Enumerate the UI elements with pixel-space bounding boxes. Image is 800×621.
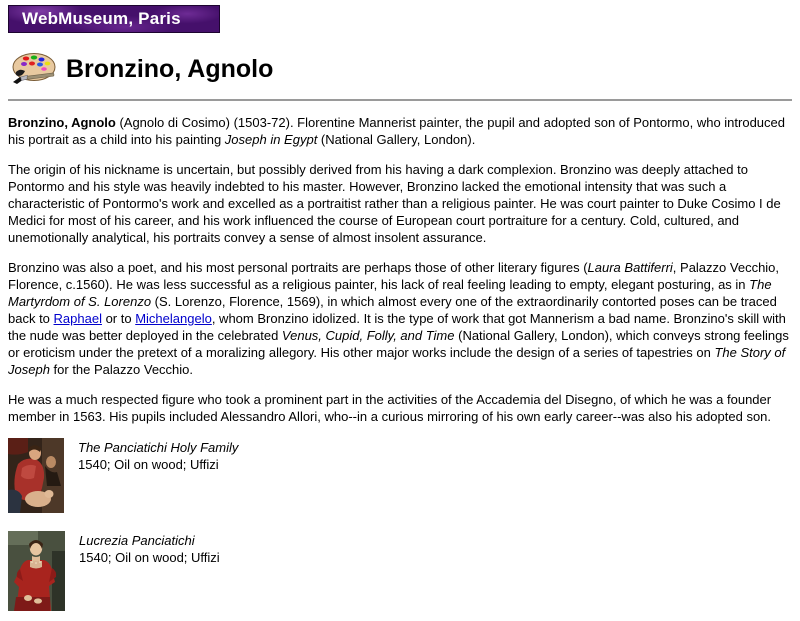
artwork-caption: 1540; Oil on wood; Uffizi (79, 550, 220, 565)
text-run: (National Gallery, London), which conveys strong feelings or eroticism under the pretext of a moralizing allegory. His other major works include the design of a series of tapestries on (8, 328, 789, 360)
page-header (10, 50, 792, 87)
text-run: Joseph in Egypt (224, 132, 318, 147)
artwork-info (78, 438, 238, 473)
artwork-info (79, 531, 220, 566)
artwork-title: The Panciatichi Holy Family (78, 440, 239, 455)
divider-rule (8, 99, 792, 101)
text-run: (Agnolo di Cosimo) (1503-72). Florentine Mannerist painter, the pupil and adopted son of Pontormo, who introduced his portrait as a child into his painting (8, 115, 785, 147)
bio-paragraph-4 (8, 391, 792, 425)
text-run: Bronzino was also a poet, and his most personal portraits are perhaps those of other literary figures ( (8, 260, 588, 275)
text-run: The origin of his nickname is uncertain, but possibly derived from his having a dark complexion. Bronzino was deeply attached to Pontormo and his style was heavily indebted to his master. However, Bronzino lacked the emotional intensity that was such a characteristic of Pontormo's work and excelled as a portraitist rather than a religious painter. He was court painter to Duke Cosimo I de Medici for most of his career, and his work influenced the course of European court portraiture for a century. Cold, cultured, and unemotionally analytical, his portraits convey a sense of almost insolent assurance. (8, 162, 781, 245)
text-run: He was a much respected figure who took a prominent part in the activities of the Accademia del Disegno, of which he was a founder member in 1563. His pupils included Alessandro Allori, who--in a curious mirroring of his own early career--was also his adopted son. (8, 392, 772, 424)
text-run: Bronzino, Agnolo (8, 115, 116, 130)
text-run: The Story of Joseph (8, 345, 786, 377)
text-run: for the Palazzo Vecchio. (49, 362, 194, 377)
link-raphael[interactable]: Raphael (53, 311, 102, 326)
text-run: , whom Bronzino idolized. It is the type of work that got Mannerism a bad name. Bronzino's skill with the nude was better deployed in the celebrated (8, 311, 786, 343)
artwork-title: Lucrezia Panciatichi (79, 533, 195, 548)
text-run: , Palazzo Vecchio, Florence, c.1560). He was less successful as a religious painter, his lack of real feeling leading to empty, elegant posturing, as in (8, 260, 780, 292)
text-run: or to (101, 311, 136, 326)
text-run: Venus, Cupid, Folly, and Time (281, 328, 455, 343)
text-run: Laura Battiferri (587, 260, 673, 275)
artwork-entry-lucrezia (8, 531, 792, 611)
bio-paragraph-2 (8, 161, 792, 246)
text-run: The Martyrdom of S. Lorenzo (8, 277, 772, 309)
page-title: Bronzino, Agnolo (66, 54, 274, 83)
banner-title: WebMuseum, Paris (22, 9, 181, 28)
artwork-list (8, 438, 792, 611)
panciatichi-holy-family-thumbnail[interactable] (8, 438, 64, 513)
artist-palette-icon (10, 50, 57, 87)
text-run: (S. Lorenzo, Florence, 1569), in which almost every one of the extraordinarily contorted poses can be traced back to (8, 294, 777, 326)
webmuseum-banner[interactable] (8, 5, 220, 33)
artwork-caption: 1540; Oil on wood; Uffizi (78, 457, 219, 472)
lucrezia-panciatichi-thumbnail[interactable] (8, 531, 65, 611)
bio-paragraph-3 (8, 259, 792, 378)
artwork-entry-holy-family (8, 438, 792, 513)
link-michelangelo[interactable]: Michelangelo (135, 311, 212, 326)
text-run: (National Gallery, London). (317, 132, 476, 147)
artist-biography (8, 114, 792, 425)
bio-paragraph-1 (8, 114, 792, 148)
